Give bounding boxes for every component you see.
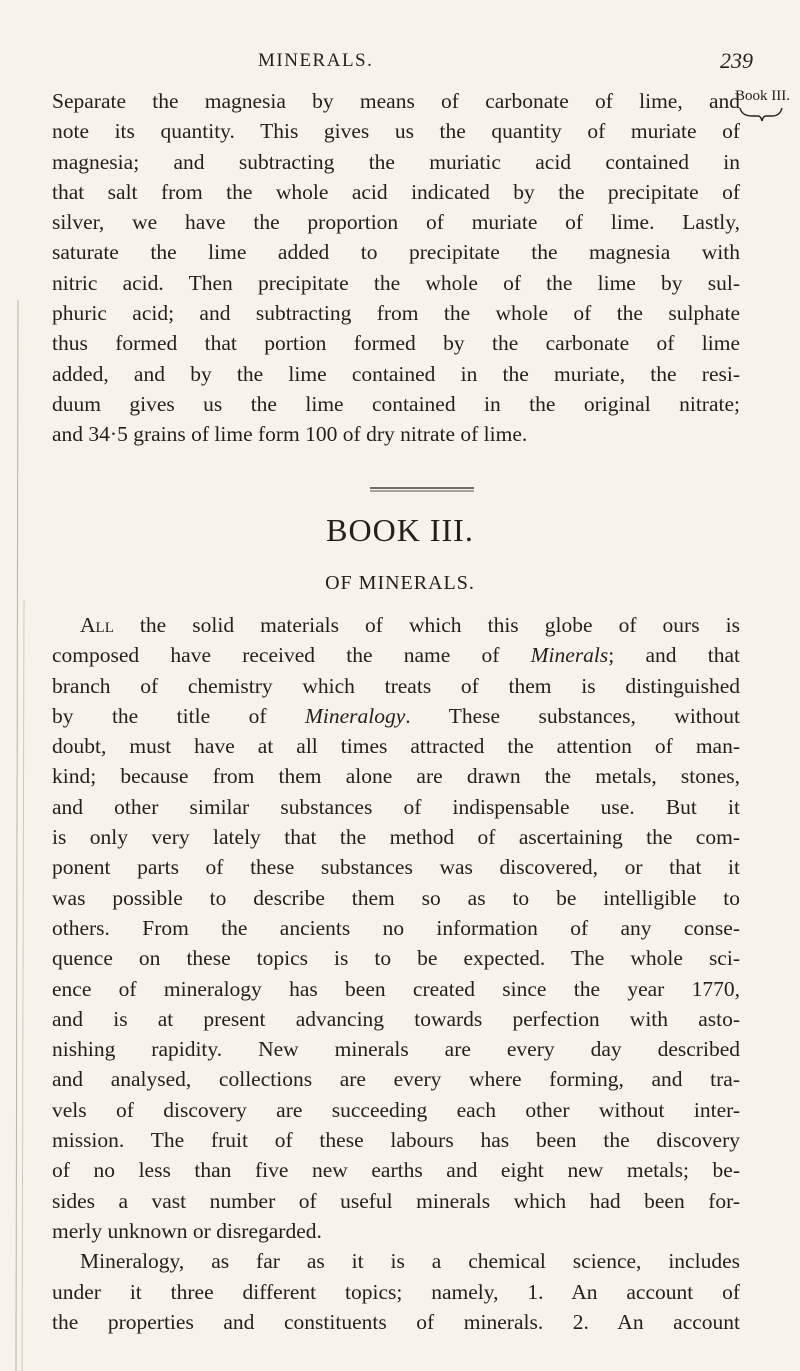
text-line: others. From the ancients no information of any conse- xyxy=(52,915,740,940)
page-header xyxy=(0,46,800,80)
text-line: vels of discovery are succeeding each other without inter- xyxy=(52,1097,740,1122)
text-line: ence of mineralogy has been created since the year 1770, xyxy=(52,976,740,1001)
paragraph-2 xyxy=(52,610,740,1337)
text-line: and other similar substances of indispensable use. But it xyxy=(52,794,740,819)
text-line: silver, we have the proportion of muriate of lime. Lastly, xyxy=(52,210,740,235)
paragraph-1 xyxy=(52,86,740,450)
text-line: ponent parts of these substances was discovered, or that it xyxy=(52,855,740,880)
margin-note: Book III. xyxy=(735,88,790,104)
text-line: saturate the lime added to precipitate the magnesia with xyxy=(52,240,740,265)
text-line: merly unknown or disregarded. xyxy=(52,1218,322,1243)
page-number: 239 xyxy=(720,48,753,73)
binding-shadow xyxy=(0,0,40,1371)
text-line: was possible to describe them so as to be intelligible to xyxy=(52,885,740,910)
text-line: that salt from the whole acid indicated by the precipitate of xyxy=(52,179,740,204)
text-line: mission. The fruit of these labours has been the discovery xyxy=(52,1128,740,1153)
text-line: and is at present advancing towards perfection with asto- xyxy=(52,1006,740,1031)
text-line: nishing rapidity. New minerals are every day described xyxy=(52,1037,740,1062)
text-line: under it three different topics; namely, 1. An account of xyxy=(52,1279,740,1304)
text-line xyxy=(52,701,740,731)
section-title: BOOK III. xyxy=(326,512,474,548)
text-line: is only very lately that the method of ascertaining the com- xyxy=(52,825,740,850)
text-line: magnesia; and subtracting the muriatic acid contained in xyxy=(52,149,740,174)
text-line: the properties and constituents of minerals. 2. An account xyxy=(52,1309,740,1334)
italic-term: Mineralogy xyxy=(304,703,406,728)
running-head: MINERALS. xyxy=(258,50,374,71)
text-line: and 34·5 grains of lime form 100 of dry nitrate of lime. xyxy=(52,422,528,447)
margin-brace xyxy=(738,106,784,122)
text-line: thus formed that portion formed by the carbonate of lime xyxy=(52,331,740,356)
drop-word: All xyxy=(80,613,114,637)
text-line: note its quantity. This gives us the quantity of muriate of xyxy=(52,119,740,144)
text-line: of no less than five new earths and eight new metals; be- xyxy=(52,1158,740,1183)
text-line: quence on these topics is to be expected. The whole sci- xyxy=(52,946,740,971)
text-line: phuric acid; and subtracting from the whole of the sulphate xyxy=(52,301,740,326)
italic-term: Minerals xyxy=(530,643,609,668)
text-line: doubt, must have at all times attracted the attention of man- xyxy=(52,734,740,759)
text-fragment: composed have received the name of xyxy=(52,643,531,668)
text-line: Mineralogy, as far as it is a chemical science, includes xyxy=(80,1249,740,1274)
section-divider xyxy=(370,487,474,492)
text-line: sides a vast number of useful minerals which had been for- xyxy=(52,1188,740,1213)
text-line xyxy=(52,640,740,670)
text-line xyxy=(52,610,740,640)
text-line: branch of chemistry which treats of them is distinguished xyxy=(52,673,740,698)
text-fragment: ; and that xyxy=(608,643,740,668)
text-fragment: . These substances, without xyxy=(405,703,740,728)
text-line: nitric acid. Then precipitate the whole of the lime by sul- xyxy=(52,270,740,295)
text-fragment: the solid materials of which this globe of ours is xyxy=(113,613,740,637)
text-line: Separate the magnesia by means of carbonate of lime, and xyxy=(52,89,740,113)
text-line: duum gives us the lime contained in the original nitrate; xyxy=(52,391,740,416)
section-subtitle: OF MINERALS. xyxy=(325,572,475,594)
text-line: and analysed, collections are every where forming, and tra- xyxy=(52,1067,740,1092)
text-line: added, and by the lime contained in the muriate, the resi- xyxy=(52,361,740,386)
text-line: kind; because from them alone are drawn the metals, stones, xyxy=(52,764,740,789)
text-fragment: by the title of xyxy=(52,703,305,728)
